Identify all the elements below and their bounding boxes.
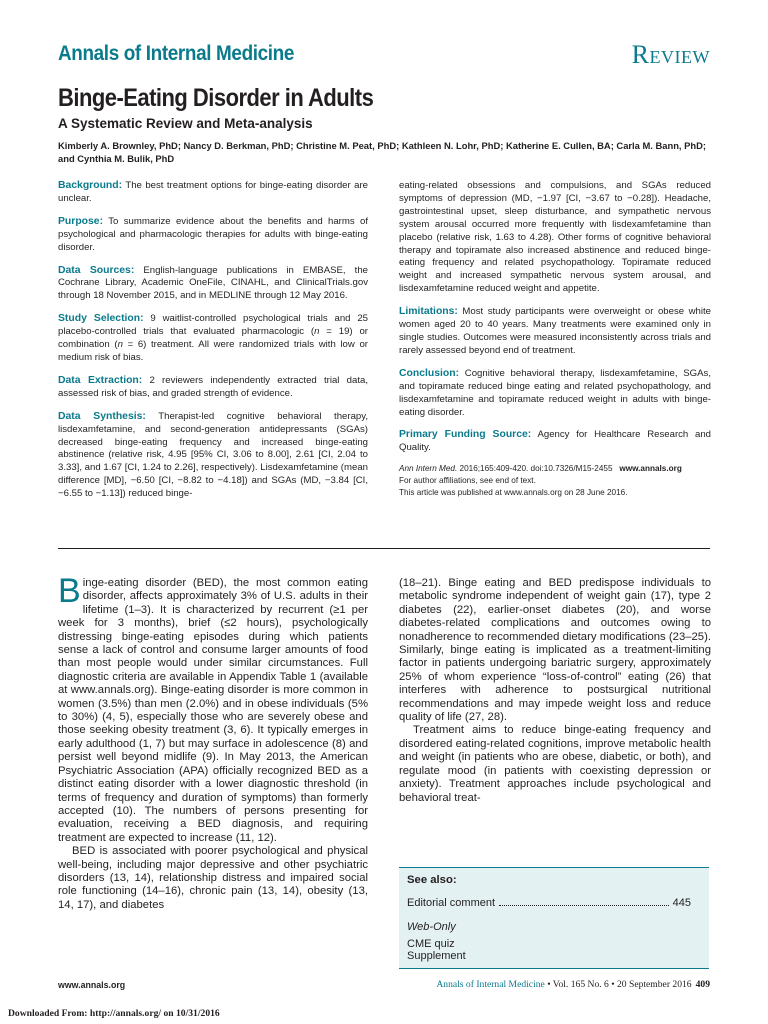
abstract-conclusion	[399, 368, 711, 420]
journal-name: Annals of Internal Medicine	[58, 42, 295, 65]
citation-journal: Ann Intern Med.	[399, 464, 458, 474]
body-right-column	[399, 577, 711, 805]
see-also-box	[399, 867, 709, 969]
abstract-limitations	[399, 306, 711, 358]
section-label: Review	[631, 40, 710, 69]
drop-cap: B	[58, 572, 81, 610]
appendix-table-link[interactable]: Appendix Table 1	[229, 670, 317, 683]
abstract-text: Cognitive behavioral therapy, lisdexamfetamine, SGAs, and topiramate reduced binge eating and related psychopathology, and lisdexamfetamine and topiramate reduced weight in adults with binge-eating disorder.	[399, 367, 711, 418]
body-paragraph: Treatment aims to reduce binge-eating frequency and disordered eating-related cognitions, improve metabolic health and weight (in patients who are obese, diabetic, or both), and regulate mood (in patients with coexisting depression or anxiety). Treatment approaches include psychological and behavioral treat-	[399, 724, 711, 804]
abstract-italic-n: n	[117, 339, 123, 351]
abstract-heading: Data Extraction:	[58, 374, 143, 386]
citation-ref: 2016;165:409-420. doi:10.7326/M15-2455	[457, 464, 613, 474]
body-text: inge-eating disorder (BED), the most common eating disorder, affects approximately 3% of U.S. adults in their lifetime (1–3). It is characterized by recurrent (≥1 per week for 3 months), brief (≤2 hours), psychologically distressing binge-eating episodes during which patients sense a lack of control and consume larger amounts of food than most people would under similar circumstances. Full diagnostic criteria are available in	[58, 577, 368, 683]
abstract-data-sources	[58, 265, 368, 304]
footer-journal-name: Annals of Internal Medicine	[436, 979, 545, 990]
body-paragraph: BED is associated with poorer psychological and physical well-being, including major depressive and other psychiatric disorders (13, 14), relationship distress and impaired social role functioning (14–16), chronic pain (13, 14), obesity (13, 14, 17), and diabetes	[58, 845, 368, 911]
abstract-heading: Data Sources:	[58, 264, 135, 276]
supplement-link[interactable]: Supplement	[407, 950, 466, 962]
body-paragraph	[58, 572, 368, 845]
abstract-italic-n: n	[314, 326, 320, 338]
abstract-purpose	[58, 216, 368, 255]
abstract-heading: Conclusion:	[399, 367, 460, 379]
abstract-text: 2 reviewers independently extracted trial data, assessed risk of bias, and graded strength of evidence.	[58, 374, 369, 399]
editorial-page: 445	[672, 897, 691, 909]
abstract-heading: Data Synthesis:	[58, 410, 146, 422]
abstract-right-column	[399, 180, 711, 499]
affiliations-note: For author affiliations, see end of text.	[399, 476, 536, 486]
abstract-heading: Study Selection:	[58, 313, 144, 325]
web-only-label: Web-Only	[407, 921, 456, 933]
citation-block	[399, 463, 711, 499]
leader-dots	[499, 897, 669, 906]
section-divider	[58, 548, 710, 549]
body-paragraph: (18–21). Binge eating and BED predispose individuals to metabolic syndrome independent of weight gain (17), type 2 diabetes (22), earlier-onset diabetes (20), and worse diabetes-related complications and outcomes owing to nonadherence to recommended dietary modifications (23–25). Similarly, binge eating is implicated as a treatment-limiting factor in patients undergoing bariatric surgery, approximately 25% of whom experience “loss-of-control” eating (26) that interferes with adherence to postsurgical nutritional recommendations and may impede weight loss and reduce quality of life (27, 28).	[399, 577, 711, 724]
page-number: 409	[695, 979, 710, 990]
footer-website-link[interactable]: www.annals.org	[58, 980, 126, 990]
abstract-study-selection	[58, 313, 368, 365]
body-left-column	[58, 572, 368, 912]
abstract-text: 9 waitlist-controlled psychological trials and 25 placebo-controlled trials that evaluated pharmacologic (	[58, 313, 369, 338]
abstract-text: English-language publications in EMBASE, the Cochrane Library, Academic OneFile, CINAHL, and ClinicalTrials.gov through 18 November 2015, and in MEDLINE through 12 May 2016.	[58, 264, 368, 302]
footer-journal-info	[436, 979, 710, 990]
body-text: (available at www.annals.org). Binge-eating disorder is more common in women (3.5%) than men (2.0%) and in obese individuals (5% to 30%) (4, 5), especially those who are severely obese and those seeking obesity treatment (3, 6). It typically emerges in early adulthood (1, 7) but may surface in adolescence (8) and persist well beyond midlife (9). In May 2013, the American Psychiatric Association (APA) officially recognized BED as a distinct eating disorder with a lower diagnostic threshold (in terms of frequency and duration of symptoms) than formerly accepted (10). The numbers of persons presenting for evaluation, receiving a BED diagnosis, and requiring treatment are expected to increase (11, 12).	[58, 670, 368, 844]
abstract-text: To summarize evidence about the benefits and harms of psychological and pharmacologic therapies for adults with binge-eating disorder.	[58, 215, 368, 253]
abstract-text: The best treatment options for binge-eating disorder are unclear.	[58, 180, 368, 204]
editorial-label: Editorial comment	[407, 897, 496, 909]
abstract-text: = 19) or combination (	[58, 326, 368, 351]
author-list: Kimberly A. Brownley, PhD; Nancy D. Berkman, PhD; Christine M. Peat, PhD; Kathleen N. Lohr, PhD; Katherine E. Cullen, BA; Carla M. Bann, PhD; and Cynthia M. Bulik, PhD	[58, 140, 707, 164]
article-subtitle: A Systematic Review and Meta-analysis	[58, 116, 313, 131]
citation-line	[399, 463, 711, 475]
abstract-text: Therapist-led cognitive behavioral therapy, lisdexamfetamine, and second-generation antidepressants (SGAs) decreased binge-eating frequency and increased binge-eating abstinence (relative risk, 4.95 [95% CI, 3.06 to 8.00], 2.61 [CI, 2.04 to 3.33], and 1.67 [CI, 1.24 to 2.26], respectively). Lisdexamfetamine (mean difference [MD], −6.50 [CI, −8.82 to −4.18]) and SGAs (MD, −3.84 [CI, −6.55 to −1.13]) reduced binge-	[58, 410, 368, 500]
cme-quiz-link[interactable]: CME quiz	[407, 938, 455, 950]
abstract-text: Most study participants were overweight or obese white women aged 20 to 40 years. Many treatments were examined only in single studies. Outcomes were measured inconsistently across trials and rarely assessed beyond end of treatment.	[399, 306, 711, 356]
abstract-text: Agency for Healthcare Research and Quality.	[399, 429, 711, 454]
footer-issue: • Vol. 165 No. 6 • 20 September 2016	[544, 979, 692, 990]
see-also-editorial-row[interactable]	[407, 897, 691, 909]
abstract-data-extraction	[58, 375, 368, 401]
abstract-funding	[399, 429, 711, 455]
abstract-heading: Primary Funding Source:	[399, 429, 532, 441]
abstract-heading: Background:	[58, 180, 123, 191]
abstract-background	[58, 180, 368, 206]
article-title: Binge-Eating Disorder in Adults	[58, 84, 374, 112]
publication-note: This article was published at www.annals.org on 28 June 2016.	[399, 488, 628, 498]
see-also-title: See also:	[407, 874, 457, 886]
abstract-heading: Purpose:	[58, 215, 104, 227]
abstract-data-synthesis-continued: eating-related obsessions and compulsions, and SGAs reduced symptoms of depression (MD, −1.97 [CI, −3.67 to −0.28]). Headache, gastrointestinal upset, sleep disturbance, and sympathetic nervous system arousal occurred more frequently with lisdexamfetamine than placebo (relative risk, 1.63 to 4.28). Other forms of cognitive behavioral therapy and topiramate also increased abstinence and reduced binge-eating frequency and related psychopathology. Topiramate reduced weight and increased sympathetic nervous system arousal, and lisdexamfetamine reduced weight and appetite.	[399, 180, 711, 295]
download-notice: Downloaded From: http://annals.org/ on 10/31/2016	[8, 1008, 220, 1019]
abstract-heading: Limitations:	[399, 306, 458, 318]
abstract-data-synthesis	[58, 411, 368, 501]
journal-website-link[interactable]: www.annals.org	[619, 464, 682, 474]
abstract-left-column	[58, 180, 368, 511]
abstract-text: = 6) treatment. All were randomized trials with low or medium risk of bias.	[58, 339, 368, 363]
